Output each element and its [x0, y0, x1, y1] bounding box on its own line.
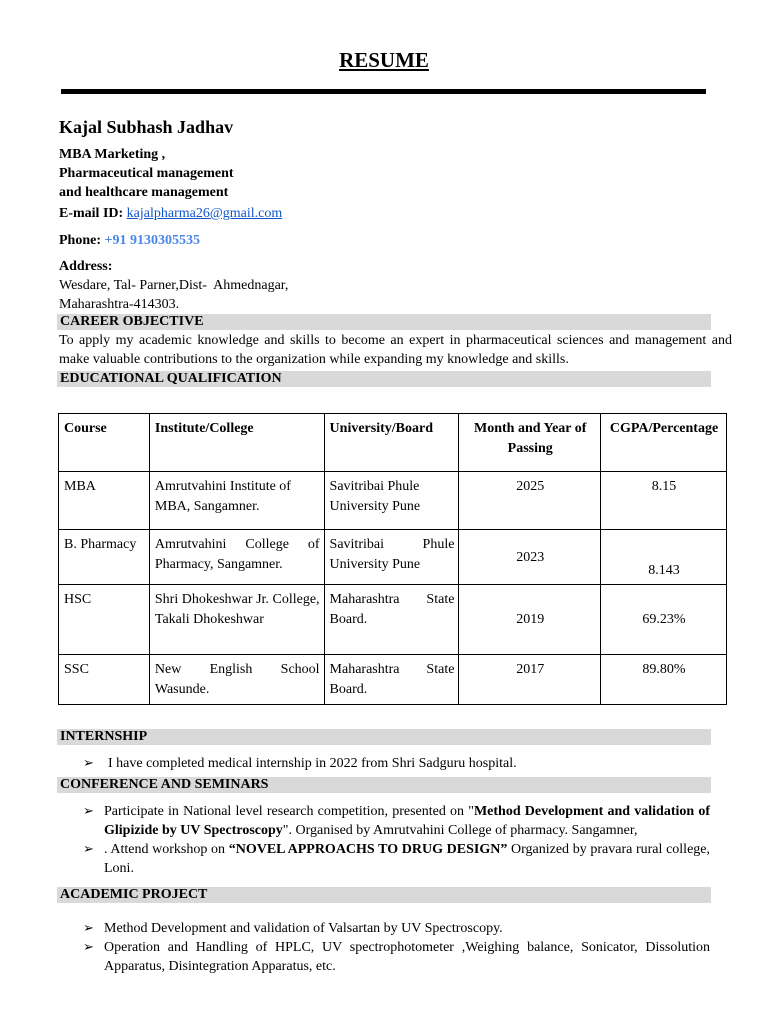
- cell-year: 2023: [459, 530, 601, 585]
- bullet-arrow-icon: ➢: [83, 939, 94, 954]
- conference-item-title: “NOVEL APPROACHS TO DRUG DESIGN”: [228, 842, 508, 857]
- cell-institute: Amrutvahini College of Pharmacy, Sangamner.: [149, 530, 324, 585]
- section-academic-project: ACADEMIC PROJECT: [57, 887, 711, 903]
- cell-course: HSC: [59, 585, 150, 655]
- header-university: University/Board: [324, 414, 459, 472]
- cell-university: Savitribai Phule University Pune: [324, 472, 459, 530]
- section-conference: CONFERENCE AND SEMINARS: [57, 777, 711, 793]
- table-row: [59, 530, 727, 585]
- cell-score: 8.15: [601, 472, 727, 530]
- resume-title: RESUME: [339, 48, 429, 72]
- header-cgpa: CGPA/Percentage: [601, 414, 727, 472]
- project-item: Method Development and validation of Valsartan by UV Spectroscopy.: [104, 921, 503, 936]
- conference-item-text: Organized by pravara rural college, Loni.: [104, 842, 710, 876]
- cell-score: 8.143: [601, 530, 727, 585]
- conference-item: [104, 840, 710, 878]
- cell-institute: New English School Wasunde.: [149, 655, 324, 705]
- table-row: [59, 585, 727, 655]
- qualification-line-2: Pharmaceutical management: [59, 166, 234, 181]
- address-line-1: Wesdare, Tal- Parner,Dist- Ahmednagar,: [59, 278, 289, 293]
- conference-item-text: ". Organised by Amrutvahini College of pharmacy. Sangamner,: [282, 823, 638, 838]
- phone-row: [59, 231, 200, 250]
- email-label: E-mail ID:: [59, 206, 124, 221]
- section-internship: INTERNSHIP: [57, 729, 711, 745]
- cell-year: 2019: [459, 585, 601, 655]
- address-label: Address:: [59, 259, 113, 274]
- cell-year: 2025: [459, 472, 601, 530]
- cell-course: SSC: [59, 655, 150, 705]
- section-career-objective: CAREER OBJECTIVE: [57, 314, 711, 330]
- conference-item-text: Participate in National level research competition, presented on ": [104, 804, 474, 819]
- header-course: Course: [59, 414, 150, 472]
- address-line-2: Maharashtra-414303.: [59, 297, 180, 312]
- career-objective-text: To apply my academic knowledge and skills to become an expert in pharmaceutical sciences and management and make valuable contributions to the organization while expanding my knowledge and skills.: [59, 333, 732, 367]
- qualification-line-1: MBA Marketing ,: [59, 147, 166, 162]
- cell-course: MBA: [59, 472, 150, 530]
- qualification-line-3: and healthcare management: [59, 185, 229, 200]
- cell-score: 69.23%: [601, 585, 727, 655]
- title-divider: [61, 89, 706, 94]
- phone-value: +91 9130305535: [104, 233, 200, 248]
- conference-item-text: . Attend workshop on: [104, 842, 229, 857]
- candidate-name: Kajal Subhash Jadhav: [59, 117, 234, 137]
- education-table: [58, 413, 727, 705]
- table-header-row: [59, 414, 727, 472]
- table-row: [59, 655, 727, 705]
- bullet-arrow-icon: ➢: [83, 803, 94, 818]
- cell-university: Maharashtra State Board.: [324, 585, 459, 655]
- cell-course: B. Pharmacy: [59, 530, 150, 585]
- header-institute: Institute/College: [149, 414, 324, 472]
- cell-year: 2017: [459, 655, 601, 705]
- email-link[interactable]: kajalpharma26@gmail.com: [126, 206, 283, 221]
- cell-institute: Amrutvahini Institute of MBA, Sangamner.: [149, 472, 324, 530]
- header-passing: Month and Year of Passing: [459, 414, 601, 472]
- phone-label: Phone:: [59, 233, 101, 248]
- email-row: [59, 204, 282, 223]
- bullet-arrow-icon: ➢: [83, 755, 94, 770]
- cell-score: 89.80%: [601, 655, 727, 705]
- cell-university: Maharashtra State Board.: [324, 655, 459, 705]
- conference-item-title: Method Development and validation of Glipizide by UV Spectroscopy: [104, 804, 710, 838]
- project-item: Operation and Handling of HPLC, UV spectrophotometer ,Weighing balance, Sonicator, Dissolution Apparatus, Disintegration Apparatus, etc.: [104, 940, 710, 974]
- bullet-arrow-icon: ➢: [83, 920, 94, 935]
- cell-institute: Shri Dhokeshwar Jr. College, Takali Dhokeshwar: [149, 585, 324, 655]
- conference-item: [104, 802, 710, 840]
- internship-item: I have completed medical internship in 2022 from Shri Sadguru hospital.: [108, 756, 517, 771]
- bullet-arrow-icon: ➢: [83, 841, 94, 856]
- table-row: [59, 472, 727, 530]
- section-educational-qualification: EDUCATIONAL QUALIFICATION: [57, 371, 711, 387]
- cell-university: Savitribai Phule University Pune: [324, 530, 459, 585]
